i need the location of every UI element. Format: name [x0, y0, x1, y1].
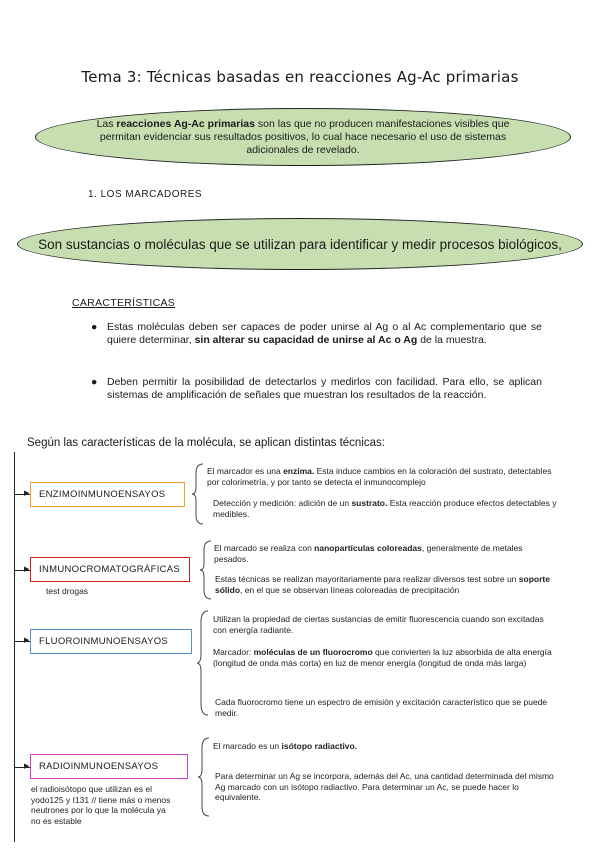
- definition-text: Son sustancias o moléculas que se utilizan para identificar y medir procesos biológicos,: [38, 236, 562, 252]
- desc-text: Esta reacción produce efectos detectables y medibles.: [213, 498, 557, 519]
- technique-description: [215, 574, 560, 595]
- technique-description: [214, 543, 559, 564]
- bullet-text: Estas moléculas deben ser capaces de poder unirse al Ag o al Ac complementario que se quiere determinar,: [107, 321, 542, 346]
- bullet-bold: sin alterar su capacidad de unirse al Ac o Ag: [194, 334, 418, 346]
- technique-name: INMUNOCROMATOGRÁFICAS: [39, 564, 181, 575]
- desc-bold: enzima.: [283, 466, 315, 476]
- desc-text: Detección y medición: adición de un: [213, 498, 352, 508]
- characteristics-heading: CARACTERÍSTICAS: [72, 297, 176, 309]
- bullet-dot-icon: ●: [91, 376, 98, 388]
- bullet-item-2: [91, 376, 542, 402]
- page-title: Tema 3: Técnicas basadas en reacciones Ag-Ac primarias: [81, 68, 519, 86]
- desc-bold: moléculas de un fluorocromo: [253, 647, 373, 657]
- arrow-right-icon: ▶: [24, 566, 30, 573]
- technique-name: RADIOINMUNOENSAYOS: [39, 761, 159, 772]
- tree-trunk-line: [14, 452, 15, 842]
- desc-text: Cada fluorocromo tiene un espectro de emisión y excitación característico que se puede medir.: [215, 697, 548, 718]
- arrow-right-icon: ▶: [24, 637, 30, 644]
- desc-text: Estas técnicas se realizan mayoritariamente para realizar diversos test sobre un: [215, 574, 519, 584]
- technique-box-enzimo: [30, 482, 185, 507]
- desc-text: , generalmente de metales pesados.: [214, 543, 523, 564]
- arrow-right-icon: ▶: [24, 763, 30, 770]
- intro-text: [96, 118, 510, 157]
- desc-text: Esta induce cambios en la coloración del sustrato, detectables por colorimetría, y por tanto se detecta el inmunocomplejo: [207, 466, 552, 487]
- bullet-item-1: [91, 321, 542, 347]
- desc-text: El marcado se realiza con: [214, 543, 315, 553]
- technique-box-inmunocromato: [30, 557, 190, 582]
- technique-name: ENZIMOINMUNOENSAYOS: [39, 489, 166, 500]
- desc-text: El marcador es una: [207, 466, 284, 476]
- technique-box-fluoro: [30, 629, 192, 654]
- technique-description: [213, 498, 558, 519]
- technique-description: [213, 614, 558, 635]
- bullet-text: Deben permitir la posibilidad de detectarlos y medirlos con facilidad. Para ello, se aplican sistemas de amplificación de señales que muestran los resultados de la reacción.: [107, 376, 542, 401]
- technique-note: test drogas: [46, 586, 89, 596]
- technique-description: [215, 697, 555, 718]
- technique-description: [207, 466, 552, 487]
- technique-description: [213, 647, 558, 668]
- intro-bold: reacciones Ag-Ac primarias: [116, 117, 255, 130]
- definition-oval: [17, 218, 583, 270]
- intro-oval: [35, 108, 571, 166]
- desc-text: , en el que se observan líneas coloreadas de precipitación: [240, 584, 460, 595]
- desc-text: El marcado es un: [213, 741, 282, 751]
- desc-text: Marcador:: [213, 647, 254, 657]
- bullet-text: de la muestra.: [417, 334, 487, 346]
- desc-text: que convierten la luz absorbida de alta energía (longitud de onda más corta) en luz de menor energía (longitud de onda más larga): [213, 647, 552, 668]
- desc-text: Utilizan la propiedad de ciertas sustancias de emitir fluorescencia cuando son excitadas con energía radiante.: [213, 614, 544, 635]
- curly-bracket-icon: [199, 540, 213, 600]
- technique-name: FLUOROINMUNOENSAYOS: [39, 636, 169, 647]
- curly-bracket-icon: [197, 737, 211, 817]
- curly-bracket-icon: [196, 610, 210, 716]
- section-heading: 1. LOS MARCADORES: [88, 189, 203, 200]
- arrow-right-icon: ▶: [24, 490, 30, 497]
- curly-bracket-icon: [191, 463, 205, 525]
- technique-note: el radioisótopo que utilizan es el yodo125 y I131 // tiene más o menos neutrones por lo que la molécula ya no es estable: [31, 784, 171, 826]
- desc-bold: isótopo radiactivo.: [281, 741, 358, 751]
- desc-bold: sustrato.: [351, 498, 388, 508]
- desc-bold: nanopartículas coloreadas: [314, 543, 422, 553]
- desc-text: Para determinar un Ag se incorpora, además del Ac, una cantidad determinada del mismo Ag marcado con un isótopo radiactivo. Para determinar un Ac, se puede hacer lo equivalente.: [215, 771, 554, 802]
- bullet-dot-icon: ●: [91, 321, 98, 333]
- intro-prefix: Las: [96, 117, 117, 130]
- technique-description: [215, 771, 560, 803]
- intro-rest: son las que no producen manifestaciones visibles que permitan evidenciar sus resultados positivos, lo cual hace necesario el uso de sistemas adicionales de revelado.: [99, 117, 510, 156]
- technique-description: [213, 741, 558, 752]
- techniques-intro: Según las características de la molécula, se aplican distintas técnicas:: [27, 437, 385, 449]
- technique-box-radio: [30, 754, 188, 779]
- desc-bold: soporte sólido: [215, 574, 550, 595]
